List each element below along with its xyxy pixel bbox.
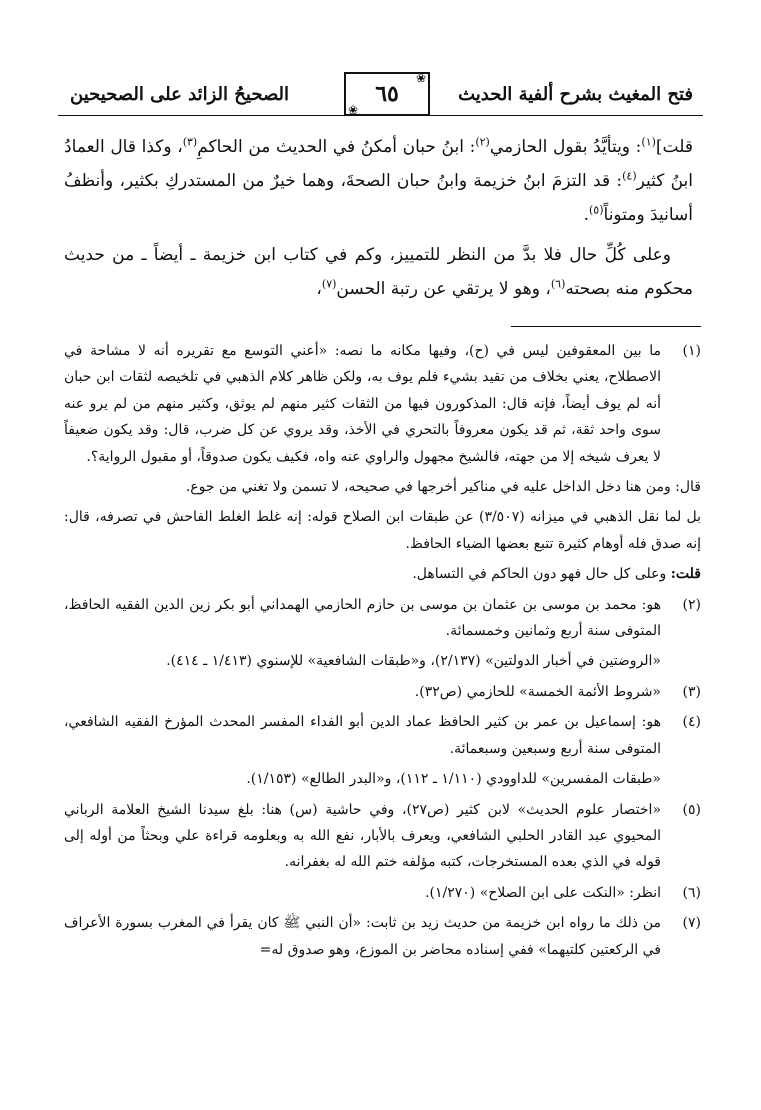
footnote-text: هو: إسماعيل بن عمر بن كثير الحافظ عماد الدين أبو الفداء المفسر المحدث المؤرخ الفقيه الشافعي، المتوفى سنة أربع وسبعين وسبعمائة.: [64, 714, 661, 757]
page-number: ٦٥: [375, 81, 399, 107]
footnote-6: [64, 880, 701, 906]
text-run: ، وهو لا يرتقي عن رتبة الحسن: [336, 279, 551, 299]
footnote-text: انظر: «النكت على ابن الصلاح» (١/٢٧٠).: [425, 884, 661, 901]
footnote-ref: (٥): [589, 203, 604, 217]
footnote-text: قال: ومن هنا دخل الداخل عليه في مناكير أخرجها في صحيحه، لا تسمن ولا تغني من جوع.: [185, 479, 701, 496]
text-run: .: [583, 205, 589, 225]
footnote-number: (٣): [682, 683, 701, 700]
footnote-ref: (٣): [182, 135, 198, 149]
text-run: وعلى كُلِّ حال فلا بدَّ من النظر للتمييز، وكم في كتاب ابن خزيمة ـ أيضاً ـ من حديث محكوم منه بصحته: [64, 245, 693, 299]
footnote-4: [64, 709, 701, 792]
ornament-icon: ❀: [415, 71, 426, 85]
text-run: : ابنُ حبان أمكنُ في الحديث من الحاكمِ: [197, 137, 476, 157]
text-run: : ويتأيَّدُ بقول الحازمي: [489, 137, 642, 157]
footnote-ref: (٦): [550, 277, 566, 291]
main-paragraph: [64, 238, 693, 306]
footnote-number: (٤): [682, 714, 701, 731]
footnote-7: [64, 910, 701, 963]
text-run: : قد التزمَ ابنُ خزيمة وابنُ حبان الصحةَ، وهما خيرٌ من المستدركِ بكثير، وأنظفُ أسانيدَ ومتوناً: [64, 171, 693, 225]
footnote-text: بل لما نقل الذهبي في ميزانه (٣/٥٠٧) عن طبقات ابن الصلاح قوله: إنه غلط الغلط الفاحش في تصرفه، قال: إنه صدق فله أوهام كثيرة تتبع بعضها الضياء الحافظ.: [64, 509, 702, 552]
footnote-text: هو: محمد بن موسى بن عثمان بن موسى بن حازم الحازمي الهمداني أبو بكر زين الدين الفقيه الحافظ، المتوفى سنة أربع وثمانين وخمسمائة.: [64, 596, 661, 640]
ornament-icon: ❀: [348, 103, 359, 117]
text-run: ،: [316, 279, 322, 299]
footnote-1: [64, 338, 701, 470]
footnote-text: [64, 561, 701, 587]
footnote-number: (٥): [682, 801, 701, 818]
footnote-number: (٧): [682, 915, 701, 932]
footnote-3: [64, 679, 701, 705]
page-number-box: [344, 72, 430, 116]
footnote-number: (٢): [682, 596, 701, 613]
footnote-text: «اختصار علوم الحديث» لابن كثير (ص٢٧)، وفي حاشية (س) هنا: بلغ سيدنا الشيخ العلامة الرباني المحيوي عبد القادر الحلبي الشافعي، ويعرف بالأبار، نفع الله به وبعلومه قراءة علي وبحثاً من أوله إلى قوله في الذي بعده المستخرجات، كتبه مؤلفه ختم الله له بغفرانه.: [64, 801, 662, 871]
footnote-ref: (١): [641, 135, 656, 149]
main-text: [64, 130, 693, 306]
footnote-text: من ذلك ما رواه ابن خزيمة من حديث زيد بن ثابت: «أن النبي ﷺ كان يقرأ في المغرب بسورة الأعراف في الركعتين كلتيهما» ففي إسناده محاضر بن الموزع، وهو صدوق له=: [64, 915, 661, 958]
footnote-1-continued: [64, 474, 701, 588]
footnote-bold-label: قلت:: [670, 566, 701, 583]
footnotes: [64, 338, 701, 963]
running-title-section: الصحيحُ الزائد على الصحيحين: [70, 84, 290, 105]
footnote-ref: (٢): [475, 135, 490, 149]
footnote-text: «طبقات المفسرين» للداوودي (١/١١٠ ـ ١١٢)، و«البدر الطالع» (١/١٥٣).: [246, 771, 661, 788]
footnote-text: «شروط الأئمة الخمسة» للحازمي (ص٣٢).: [414, 683, 661, 700]
footnote-number: (١): [682, 343, 701, 359]
running-title-book: فتح المغيث بشرح ألفية الحديث: [458, 84, 693, 105]
footnote-2: [64, 592, 701, 675]
footnote-ref: (٤): [622, 169, 637, 183]
footnote-number: (٦): [682, 884, 701, 901]
footnote-ref: (٧): [321, 277, 337, 291]
footnote-5: [64, 797, 701, 876]
text-run: قلت]: [655, 137, 693, 157]
footnote-text: ما بين المعقوفين ليس في (ح)، وفيها مكانه ما نصه: «أعني التوسع مع تقريره أنه لا مشاحة في الاصطلاح، يعني بخلاف من تقيد بشيء فلم يوف به، ولكن ظاهر كلام الذهبي في تلخيصه لثقات ابن حبان أنه لم يوف أيضاً، فإنه قال: المذكورون فيها من الثقات كثير منهم لم يوثق، وكثير منهم من لم يرو عنه سوى واحد ثقة، ثم قد يكون معروفاً بالتحري في الأخذ، وقد يروي عن كل ضرب، قال: وقد يكون ضعيفاً لا يعرف شيخه إلا من جهته، فالشيخ مجهول والراوي عنه واه، فكيف يكون صدوقاً، أو مقبول الرواية؟.: [64, 343, 661, 465]
footnote-divider: [511, 326, 701, 327]
text-run: ، وكذا قال العمادُ ابنُ كثير: [64, 137, 693, 191]
footnote-text: «الروضتين في أخبار الدولتين» (٢/١٣٧)، و«طبقات الشافعية» للإسنوي (١/٤١٣ ـ ٤١٤).: [166, 653, 661, 670]
footnote-text-run: وعلى كل حال فهو دون الحاكم في التساهل.: [412, 566, 671, 583]
main-paragraph: [64, 130, 693, 232]
header-divider: [58, 115, 703, 116]
